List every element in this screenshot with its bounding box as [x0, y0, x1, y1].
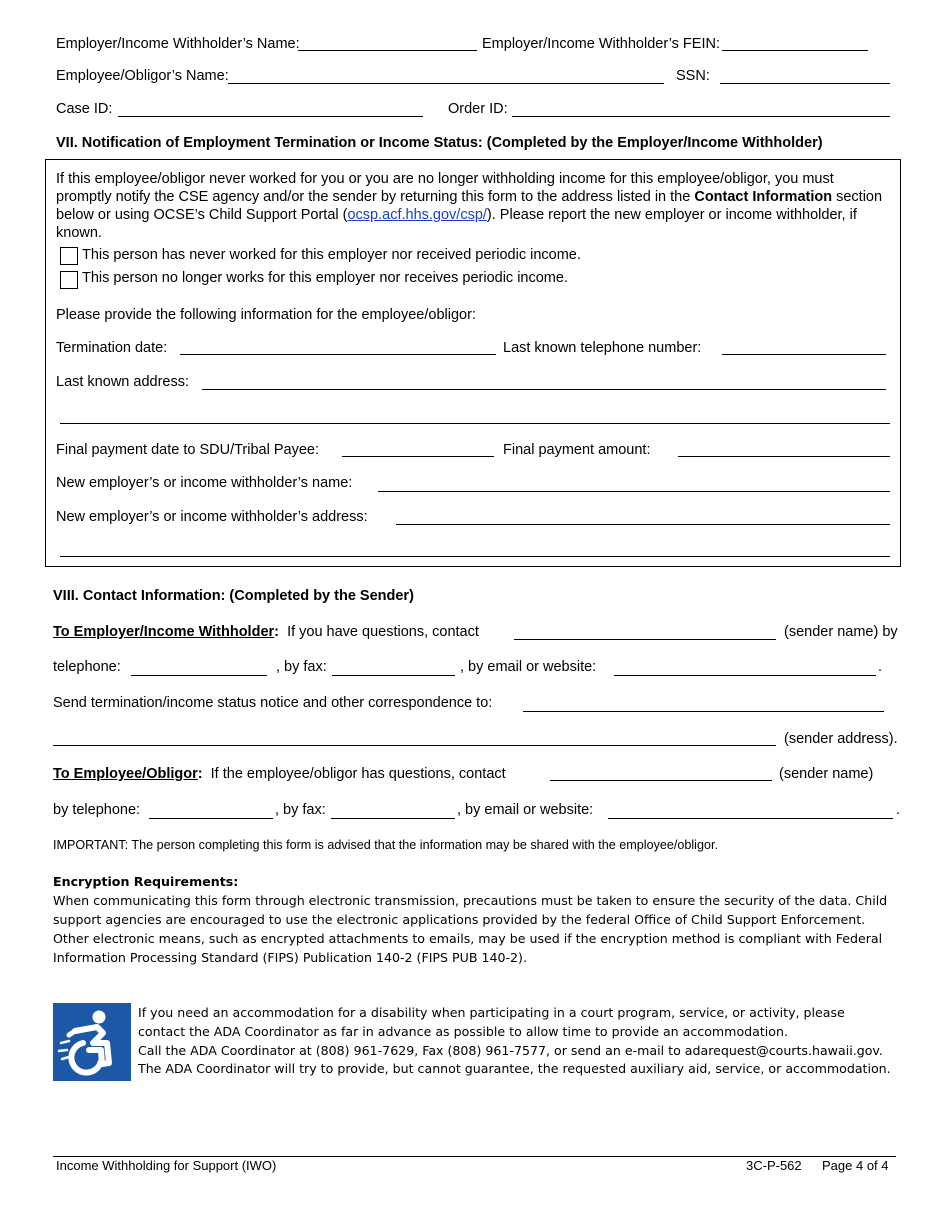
provide-info-text: Please provide the following information for the employee/obligor: — [56, 307, 476, 323]
footer-form-title: Income Withholding for Support (IWO) — [56, 1158, 277, 1173]
encryption-line: When communicating this form through electronic transmission, precautions must be taken to ensure the security of the data. Child — [53, 893, 888, 908]
new-employer-address-label: New employer’s or income withholder’s address: — [56, 509, 368, 525]
final-payment-date-label: Final payment date to SDU/Tribal Payee: — [56, 442, 320, 458]
send-notice-address-field-line2[interactable] — [53, 745, 776, 746]
last-phone-label: Last known telephone number: — [503, 340, 702, 356]
encryption-title: Encryption Requirements: — [53, 874, 239, 889]
by-fax2-label: , by fax: — [275, 802, 326, 818]
csp-portal-link[interactable]: ocsp.acf.hhs.gov/csp/ — [347, 207, 487, 223]
encryption-line: support agencies are encouraged to use the electronic applications provided by the federal Office of Child Support Enforcement. — [53, 912, 866, 927]
send-notice-label: Send termination/income status notice and other correspondence to: — [53, 695, 493, 711]
termination-date-field[interactable] — [180, 354, 496, 355]
never-worked-label: This person has never worked for this employer nor received periodic income. — [82, 247, 581, 263]
new-employer-address-field[interactable] — [396, 524, 890, 525]
by-email-label: , by email or website: — [460, 659, 597, 675]
encryption-line: Other electronic means, such as encrypted attachments to emails, may be used if the encryption method is compliant with Federal — [53, 931, 883, 946]
important-notice: IMPORTANT: The person completing this form is advised that the information may be shared with the employee/obligor. — [53, 838, 718, 852]
to-employer-label: To Employer/Income Withholder — [53, 624, 275, 640]
new-employer-name-field[interactable] — [378, 491, 890, 492]
employer-contact-fax-field[interactable] — [332, 675, 455, 676]
ada-line: The ADA Coordinator will try to provide, but cannot guarantee, the requested auxiliary aid, service, or accommodation. — [138, 1061, 891, 1076]
final-payment-amount-label: Final payment amount: — [503, 442, 651, 458]
period-1: . — [878, 659, 883, 675]
employer-contact-name-field[interactable] — [514, 639, 776, 640]
send-notice-address-field[interactable] — [523, 711, 884, 712]
employer-contact-email-field[interactable] — [614, 675, 876, 676]
sender-name-text: (sender name) — [779, 766, 874, 782]
final-payment-date-field[interactable] — [342, 456, 494, 457]
never-worked-checkbox[interactable] — [60, 247, 78, 265]
last-address-label: Last known address: — [56, 374, 189, 390]
sender-name-by-text: (sender name) by — [784, 624, 898, 640]
period-2: . — [896, 802, 901, 818]
ssn-field[interactable] — [720, 83, 890, 84]
encryption-line: Information Processing Standard (FIPS) Publication 140-2 (FIPS PUB 140-2). — [53, 950, 527, 965]
no-longer-works-label: This person no longer works for this employer nor receives periodic income. — [82, 270, 568, 286]
last-address-field-line2[interactable] — [60, 423, 890, 424]
employee-contact-fax-field[interactable] — [331, 818, 455, 819]
footer-rule — [53, 1156, 896, 1157]
new-employer-name-label: New employer’s or income withholder’s name: — [56, 475, 353, 491]
ssn-label: SSN: — [676, 68, 710, 84]
employee-name-label: Employee/Obligor’s Name: — [56, 68, 229, 84]
new-employer-address-field-line2[interactable] — [60, 556, 890, 557]
employer-contact-telephone-field[interactable] — [131, 675, 267, 676]
employer-name-field[interactable] — [298, 50, 477, 51]
accessibility-icon — [53, 1003, 131, 1081]
employer-fein-field[interactable] — [722, 50, 868, 51]
section7-title: VII. Notification of Employment Termination or Income Status: (Completed by the Employer/Income Withholder) — [56, 135, 823, 151]
footer-form-number: 3C-P-562 — [746, 1158, 802, 1173]
section8-title: VIII. Contact Information: (Completed by the Sender) — [53, 588, 414, 604]
case-id-label: Case ID: — [56, 101, 113, 117]
last-address-field[interactable] — [202, 389, 886, 390]
final-payment-amount-field[interactable] — [678, 456, 890, 457]
employee-contact-email-field[interactable] — [608, 818, 893, 819]
sender-address-text: (sender address). — [784, 731, 898, 747]
no-longer-works-checkbox[interactable] — [60, 271, 78, 289]
to-employee-row: To Employee/Obligor: If the employee/obligor has questions, contact — [53, 766, 506, 782]
ada-line: Call the ADA Coordinator at (808) 961-7629, Fax (808) 961-7577, or send an e-mail to adarequest@courts.hawaii.gov. — [138, 1043, 883, 1058]
telephone-label: telephone: — [53, 659, 121, 675]
employer-fein-label: Employer/Income Withholder’s FEIN: — [482, 36, 720, 52]
employee-contact-telephone-field[interactable] — [149, 818, 273, 819]
by-fax-label: , by fax: — [276, 659, 327, 675]
ada-line: contact the ADA Coordinator as far in advance as possible to allow time to provide an accommodation. — [138, 1024, 788, 1039]
last-phone-field[interactable] — [722, 354, 886, 355]
termination-date-label: Termination date: — [56, 340, 168, 356]
footer-page-number: Page 4 of 4 — [822, 1158, 889, 1173]
order-id-field[interactable] — [512, 116, 890, 117]
by-telephone-label: by telephone: — [53, 802, 141, 818]
employee-contact-name-field[interactable] — [550, 780, 772, 781]
to-employee-label: To Employee/Obligor — [53, 766, 198, 782]
ada-line: If you need an accommodation for a disability when participating in a court program, service, or activity, please — [138, 1005, 845, 1020]
by-email2-label: , by email or website: — [457, 802, 594, 818]
employer-name-label: Employer/Income Withholder’s Name: — [56, 36, 300, 52]
case-id-field[interactable] — [118, 116, 423, 117]
section7-intro: If this employee/obligor never worked for you or you are no longer withholding income for this employee/obligor, you must promptly notify the CSE agency and/or the sender by returning this form to the address listed in the Contact Information section below or using OCSE’s Child Support Portal (ocsp.acf.hhs.gov/csp/). Please report the new employer or income withholder, if known. — [56, 171, 883, 241]
order-id-label: Order ID: — [448, 101, 508, 117]
to-employer-row: To Employer/Income Withholder: If you have questions, contact — [53, 624, 479, 640]
employee-name-field[interactable] — [228, 83, 664, 84]
